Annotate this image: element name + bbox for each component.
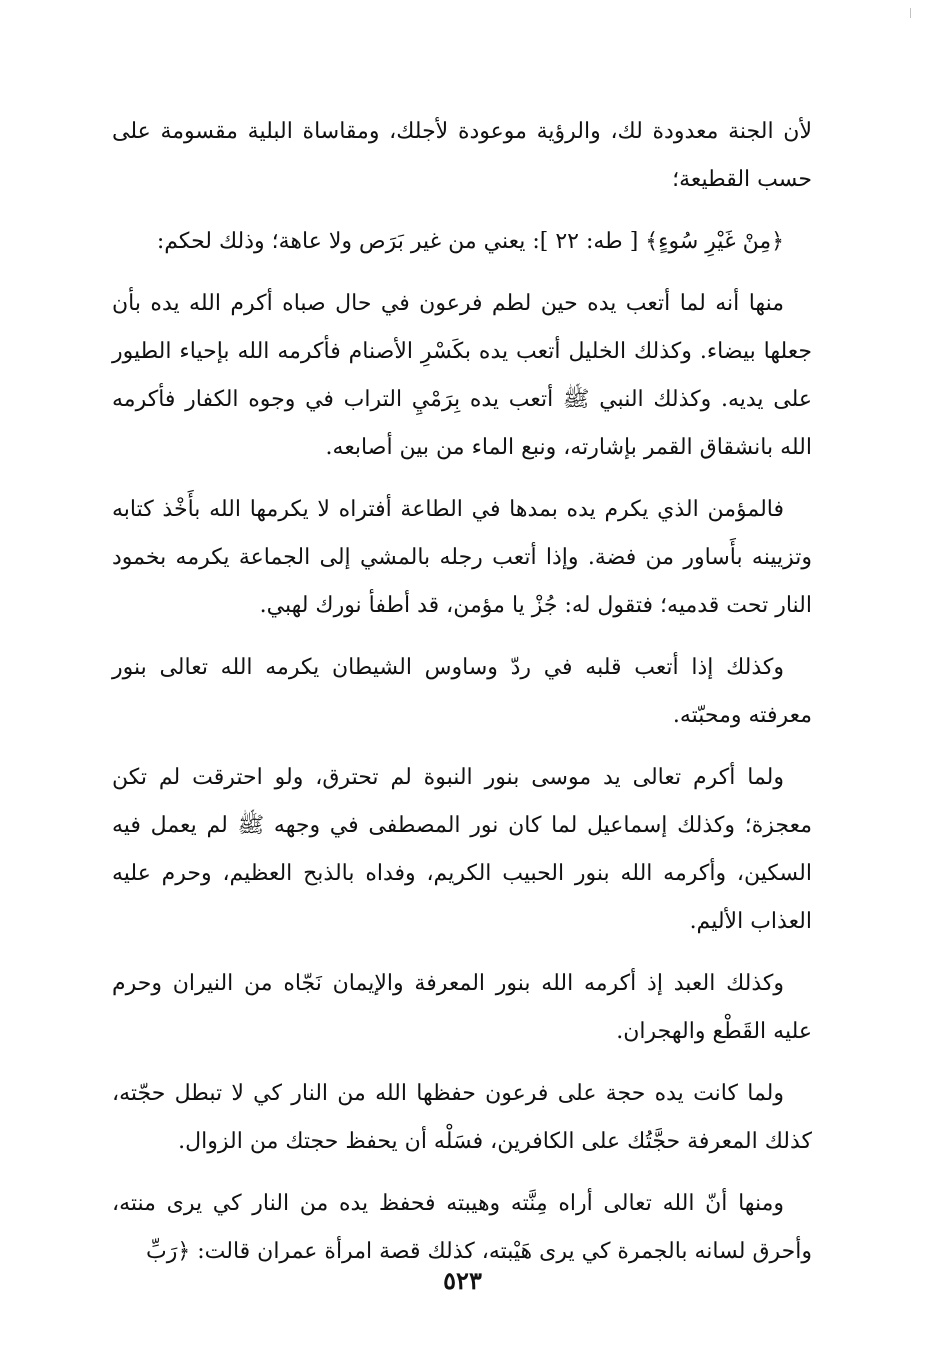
paragraph-5: وكذلك إذا أتعب قلبه في ردّ وساوس الشيطان يكرمه الله تعالى بنور معرفته ومحبّته. bbox=[112, 655, 812, 728]
paragraph-7: وكذلك العبد إذ أكرمه الله بنور المعرفة والإيمان نَجّاه من النيران وحرم عليه القَطْع والهجران. bbox=[112, 971, 812, 1044]
paragraph-6: ولما أكرم تعالى يد موسى بنور النبوة لم تحترق، ولو احترقت لم تكن معجزة؛ وكذلك إسماعيل لما كان نور المصطفى في وجهه ﷺ لم يعمل فيه السكين، وأكرمه الله بنور الحبيب الكريم، وفداه بالذبح العظيم، وحرم عليه العذاب الأليم. bbox=[112, 765, 812, 934]
paragraph-8: ولما كانت يده حجة على فرعون حفظها الله من النار كي لا تبطل حجّته، كذلك المعرفة حجَّتُك على الكافرين، فسَلْه أن يحفظ حجتك من الزوال. bbox=[112, 1081, 812, 1154]
paragraph-1: لأن الجنة معدودة لك، والرؤية موعودة لأجلك، ومقاساة البلية مقسومة على حسب القطيعة؛ bbox=[112, 119, 812, 192]
page-number: ٥٢٣ bbox=[443, 1266, 482, 1295]
page-body bbox=[112, 108, 812, 1290]
paragraph-4: فالمؤمن الذي يكرم يده بمدها في الطاعة أفتراه لا يكرمها الله بأَخْذ كتابه وتزيينه بأَساور من فضة. وإذا أتعب رجله بالمشي إلى الجماعة يكرمه بخمود النار تحت قدميه؛ فتقول له: جُزْ يا مؤمن، قد أطفأ نورك لهبي. bbox=[112, 497, 812, 618]
paragraph-3: منها أنه لما أتعب يده حين لطم فرعون في حال صباه أكرم الله يده بأن جعلها بيضاء. وكذلك الخليل أتعب يده بكَسْرِ الأصنام فأكرمه الله بإحياء الطيور على يديه. وكذلك النبي ﷺ أتعب يده بِرَمْيِ التراب في وجوه الكفار فأكرمه الله بانشقاق القمر بإشارته، ونبع الماء من بين أصابعه. bbox=[112, 291, 812, 460]
scan-edge-mark bbox=[907, 8, 911, 18]
paragraph-9: ومنها أنّ الله تعالى أراه مِنَّته وهيبته فحفظ يده من النار كي يرى منته، وأحرق لسانه بالجمرة كي يرى هَيْبته، كذلك قصة امرأة عمران قالت: ﴿رَبِّ bbox=[112, 1191, 812, 1264]
paragraph-2: ﴿مِنْ غَيْرِ سُوءٍ﴾ [ طه: ٢٢ ]: يعني من غير بَرَص ولا عاهة؛ وذلك لحكم: bbox=[156, 229, 784, 254]
